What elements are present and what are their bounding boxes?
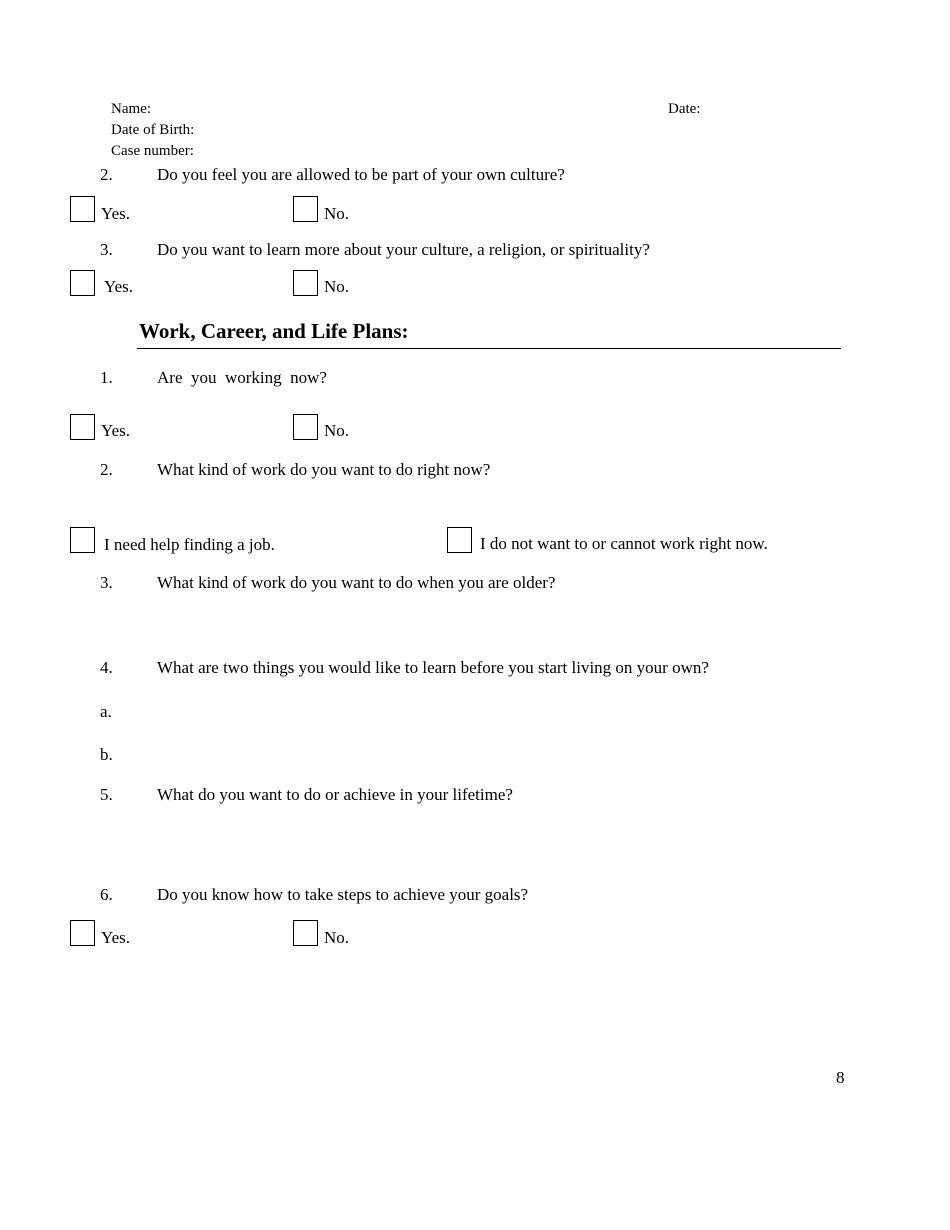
question-number: 6. bbox=[100, 885, 113, 904]
yes-label: Yes. bbox=[101, 928, 130, 947]
case-number-label: Case number: bbox=[111, 143, 194, 159]
no-checkbox[interactable] bbox=[293, 414, 318, 440]
name-label: Name: bbox=[111, 101, 151, 117]
no-label: No. bbox=[324, 421, 350, 440]
question-number: 3. bbox=[100, 240, 113, 259]
no-checkbox[interactable] bbox=[293, 270, 318, 296]
question-text: Do you feel you are allowed to be part of your own culture? bbox=[157, 165, 565, 184]
question-number: 3. bbox=[100, 573, 113, 592]
question-number: 2. bbox=[100, 165, 113, 184]
question-text: What kind of work do you want to do right now? bbox=[157, 460, 491, 479]
yes-label: Yes. bbox=[101, 204, 130, 223]
question-number: 5. bbox=[100, 785, 113, 804]
question-number: 2. bbox=[100, 460, 113, 479]
yes-checkbox[interactable] bbox=[70, 414, 95, 440]
yes-label: Yes. bbox=[101, 421, 130, 440]
question-text: Do you know how to take steps to achieve your goals? bbox=[157, 885, 529, 904]
question-text: What are two things you would like to learn before you start living on your own? bbox=[157, 658, 709, 677]
yes-checkbox[interactable] bbox=[70, 196, 95, 222]
answer-item-a: a. bbox=[100, 702, 112, 721]
no-checkbox[interactable] bbox=[293, 920, 318, 946]
question-text: Are you working now? bbox=[157, 368, 327, 387]
no-label: No. bbox=[324, 204, 350, 223]
yes-label: Yes. bbox=[104, 277, 133, 296]
cannot-work-checkbox[interactable] bbox=[447, 527, 472, 553]
question-text: Do you want to learn more about your culture, a religion, or spirituality? bbox=[157, 240, 650, 259]
section-title: Work, Career, and Life Plans: bbox=[139, 319, 409, 343]
yes-checkbox[interactable] bbox=[70, 270, 95, 296]
no-label: No. bbox=[324, 277, 350, 296]
question-number: 1. bbox=[100, 368, 113, 387]
date-label: Date: bbox=[668, 101, 701, 117]
cannot-work-label: I do not want to or cannot work right now. bbox=[480, 534, 768, 553]
question-number: 4. bbox=[100, 658, 113, 677]
answer-item-b: b. bbox=[100, 745, 113, 764]
yes-checkbox[interactable] bbox=[70, 920, 95, 946]
help-finding-job-label: I need help finding a job. bbox=[104, 535, 275, 554]
question-text: What do you want to do or achieve in your lifetime? bbox=[157, 785, 513, 804]
no-checkbox[interactable] bbox=[293, 196, 318, 222]
help-finding-job-checkbox[interactable] bbox=[70, 527, 95, 553]
no-label: No. bbox=[324, 928, 350, 947]
section-divider bbox=[137, 348, 841, 349]
page-number: 8 bbox=[836, 1068, 845, 1087]
question-text: What kind of work do you want to do when you are older? bbox=[157, 573, 556, 592]
dob-label: Date of Birth: bbox=[111, 122, 195, 138]
